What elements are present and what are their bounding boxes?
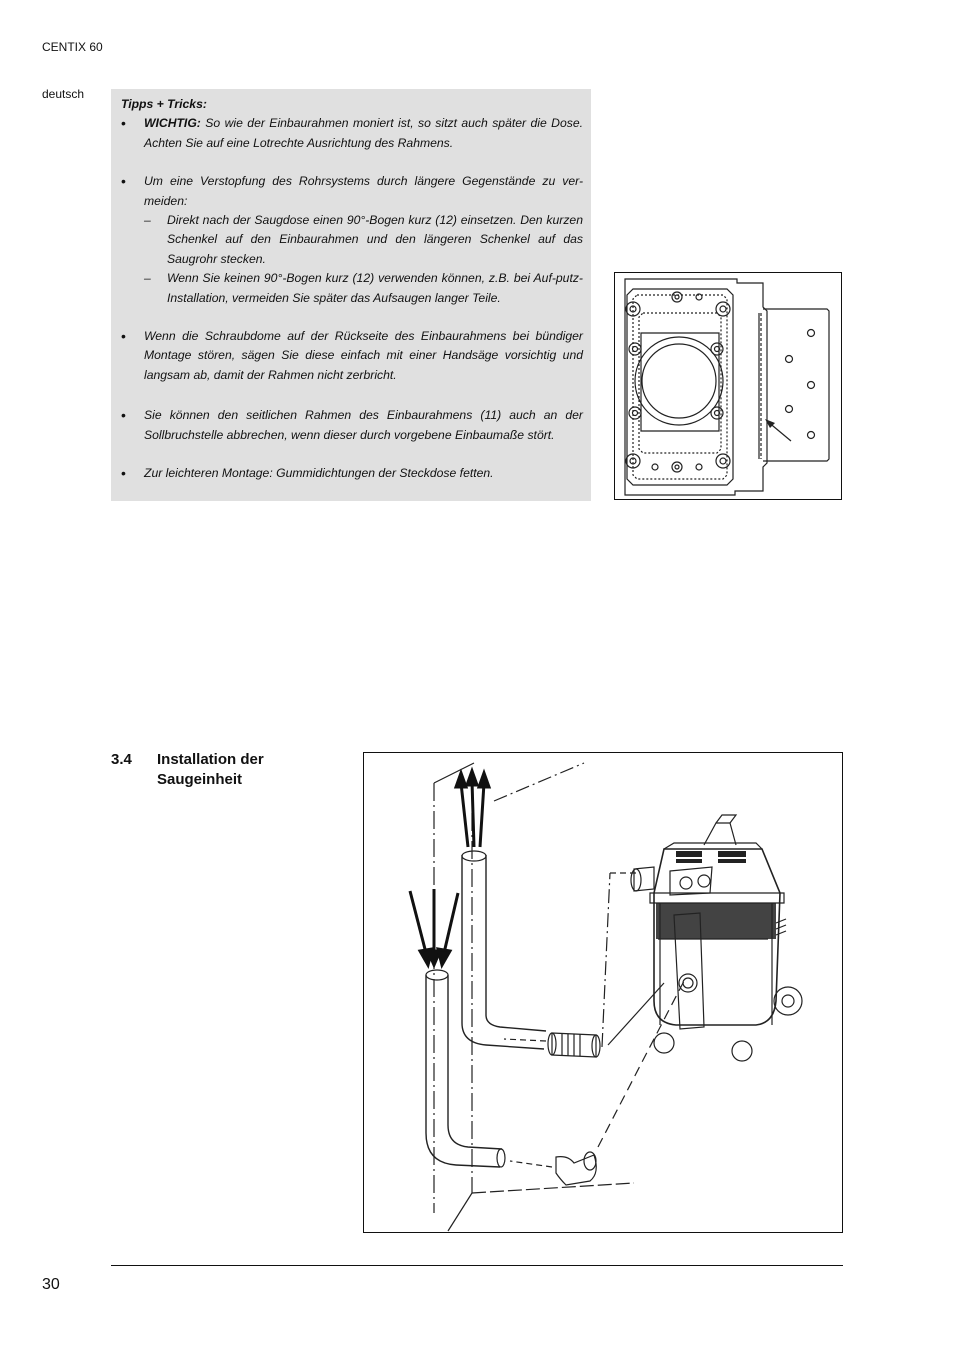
section-number: 3.4 [111,751,132,768]
bullet-icon: • [121,173,126,190]
dash-icon: – [144,213,151,228]
tip-lead: WICHTIG: [144,116,201,131]
bullet-icon: • [121,328,126,345]
page-number: 30 [42,1276,60,1293]
dash-icon: – [144,271,151,286]
tip-item [121,172,583,308]
mounting-frame-drawing [615,273,841,499]
mounting-frame-figure [614,272,842,500]
tip-item [121,114,583,153]
subitem-text: Direkt nach der Saugdose einen 90°-Bogen kurz (12) einsetzen. Den kurzen Schenkel auf den Einbaurahmen und den längeren Schenkel auf das Saugrohr stecken. [167,213,583,266]
subitem-text: Wenn Sie keinen 90°-Bogen kurz (12) verwenden können, z.B. bei Auf-putz-Installation, vermeiden Sie später das Aufsaugen langer Teile. [167,271,583,305]
bullet-icon: • [121,465,126,482]
footer-divider [111,1265,843,1266]
section-title: Installation der Saugeinheit [157,751,264,788]
tip-text: Sie können den seitlichen Rahmen des Einbaurahmens (11) auch an der Sollbruchstelle abbrechen, wenn dieser durch vorgebene Einbaumaße stört. [144,408,583,442]
tip-text: So wie der Einbaurahmen moniert ist, so sitzt auch später die Dose. Achten Sie auf eine Lotrechte Ausrichtung des Rahmens. [144,116,583,150]
tip-text: Um eine Verstopfung des Rohrsystems durch längere Gegenstände zu ver-meiden: [144,174,583,208]
tip-text: Wenn die Schraubdome auf der Rückseite des Einbaurahmens bei bündiger Montage stören, sägen Sie diese einfach mit einer Handsäge vorsichtig und langsam ab, damit der Rahmen nicht zerbricht. [144,329,583,382]
installation-drawing [364,753,842,1232]
tips-heading: Tipps + Tricks: [121,97,207,111]
tip-subitem [144,269,583,308]
tip-subitem [144,211,583,269]
tip-item [121,327,583,385]
tip-text: Zur leichteren Montage: Gummidichtungen der Steckdose fetten. [144,466,494,481]
document-title: CENTIX 60 [42,40,103,54]
tip-item [121,464,583,483]
suction-unit-installation-figure [363,752,843,1233]
tips-box [111,89,591,501]
bullet-icon: • [121,115,126,132]
language-label: deutsch [42,87,85,101]
tip-item [121,406,583,445]
bullet-icon: • [121,407,126,424]
